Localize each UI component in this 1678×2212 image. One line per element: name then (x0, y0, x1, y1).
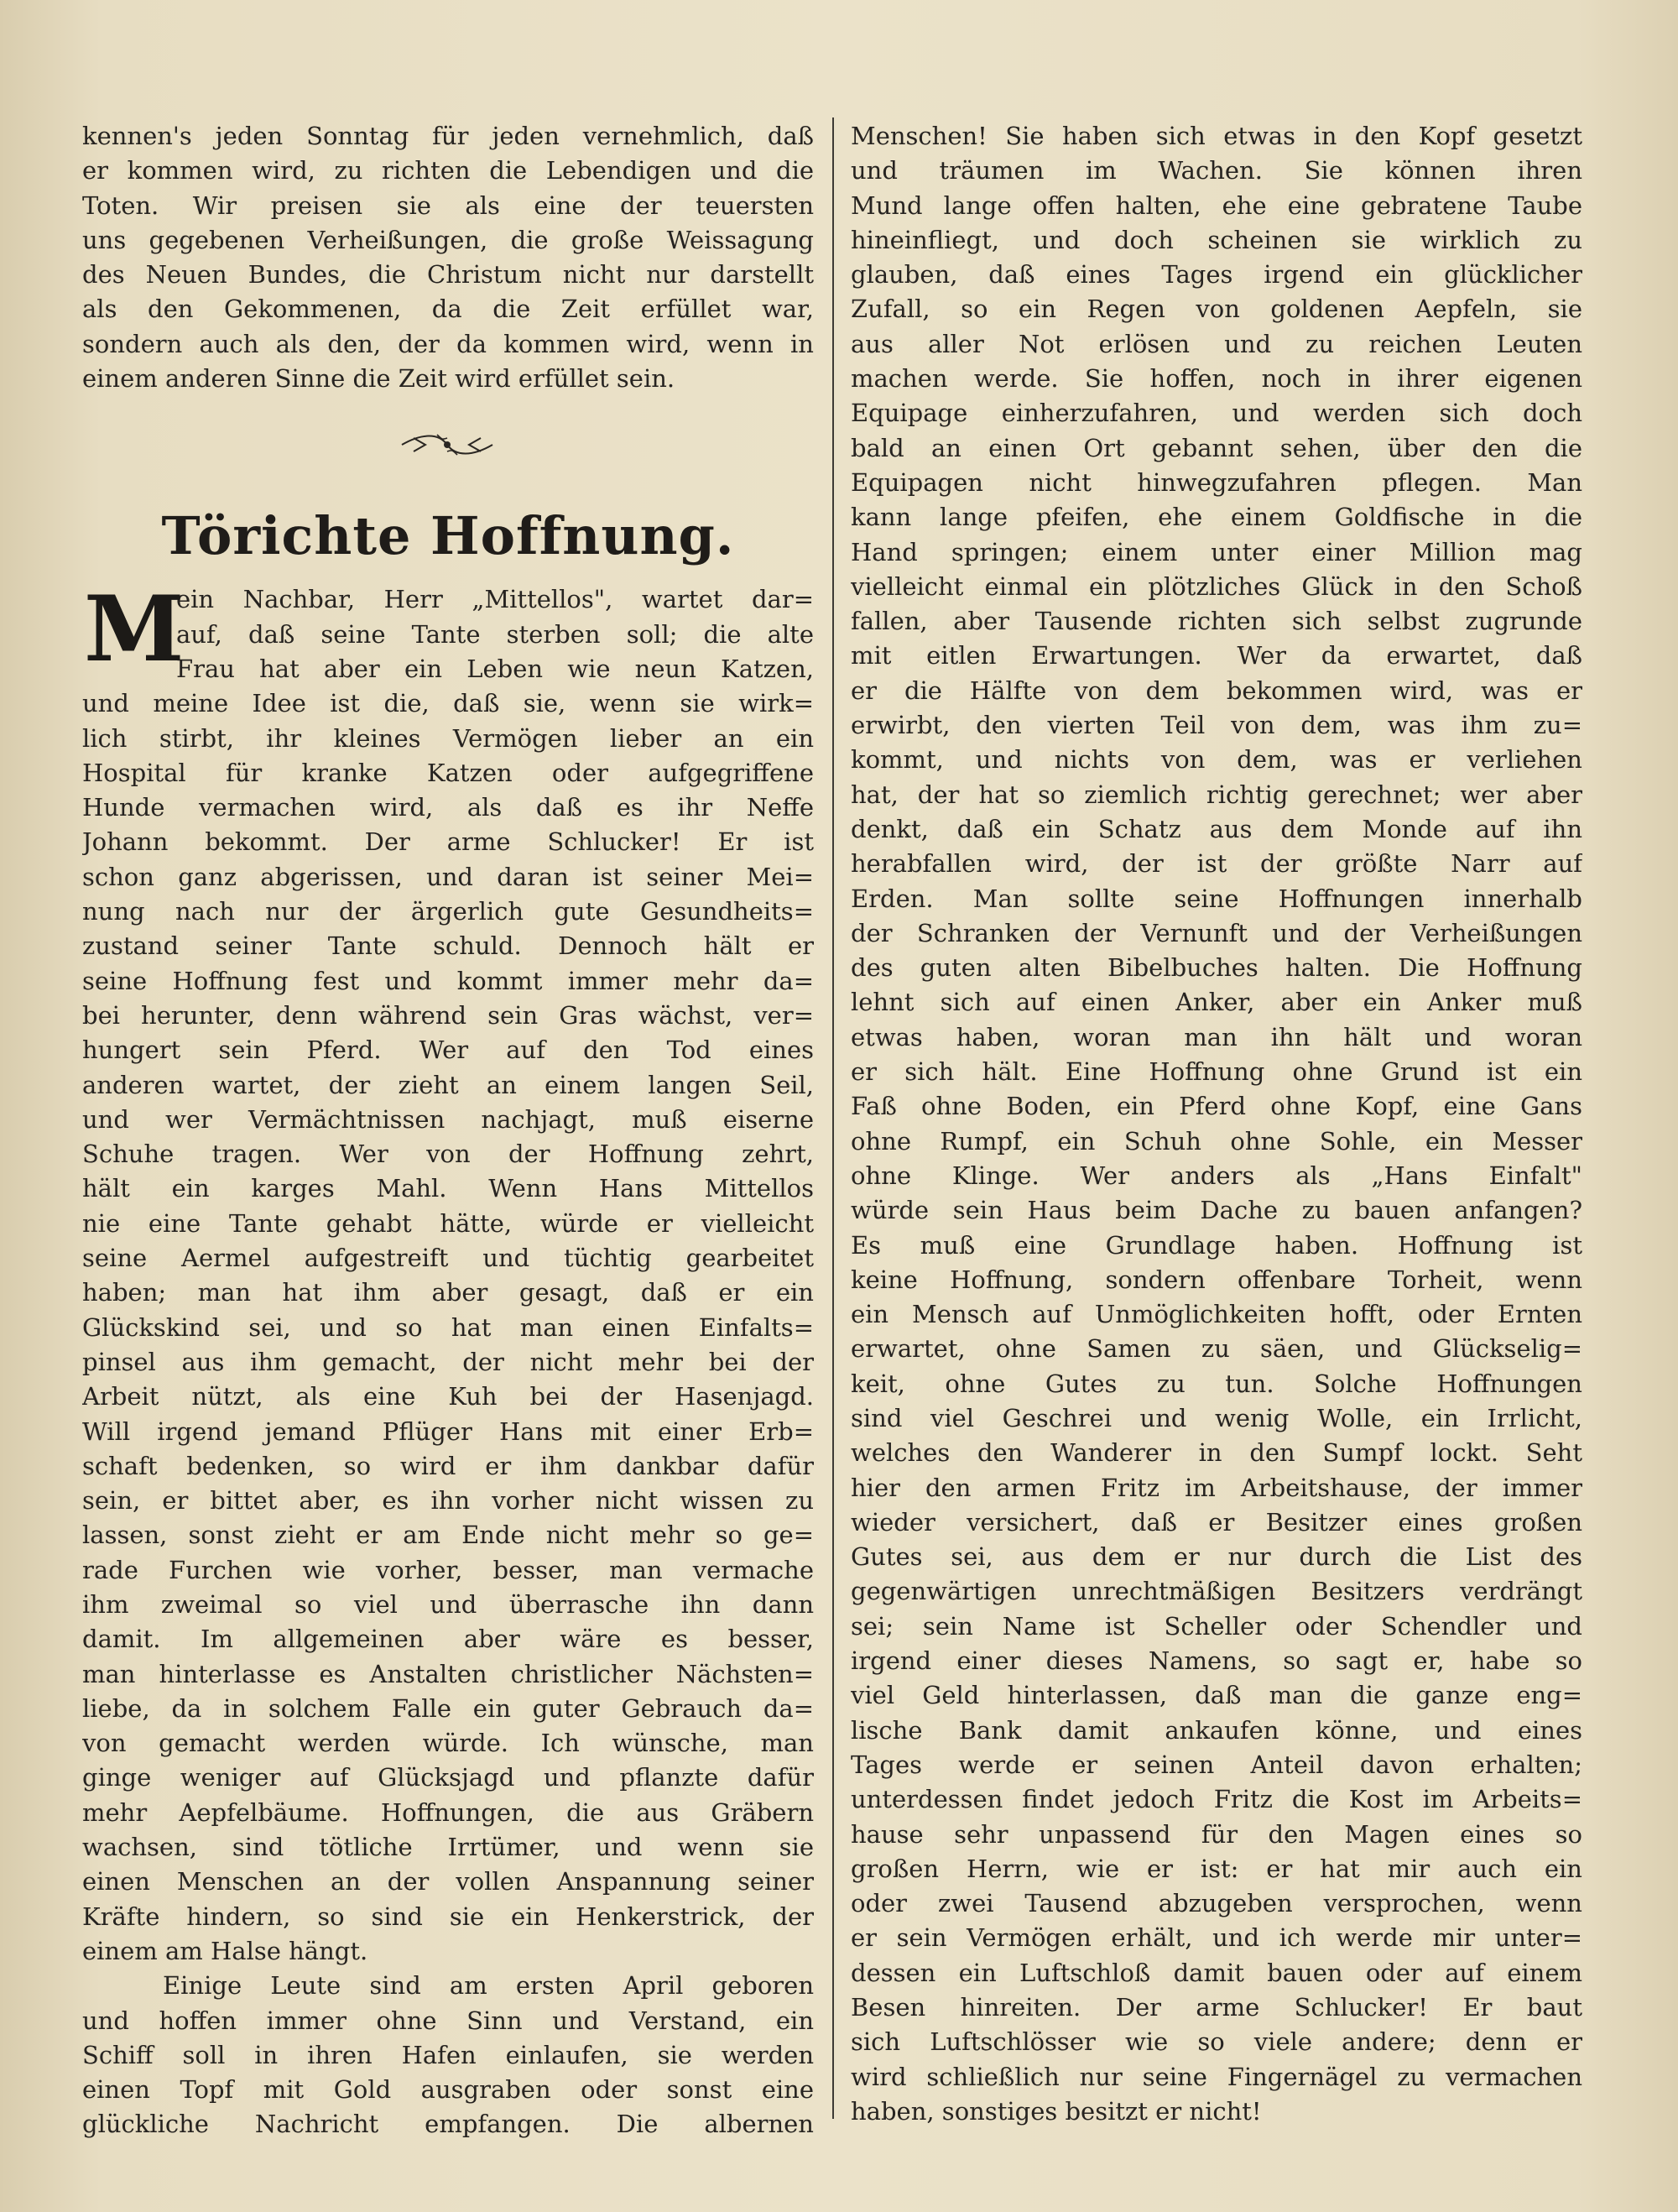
text-line: sein, er bittet aber, es ihn vorher nicht wissen zu (82, 1486, 814, 1516)
text-line: hält ein karges Mahl. Wenn Hans Mittellos (82, 1174, 814, 1203)
text-line: Toten. Wir preisen sie als eine der teuersten (82, 190, 814, 220)
text-line: Zufall, so ein Regen von goldenen Aepfeln, sie (851, 295, 1582, 324)
text-line: Johann bekommt. Der arme Schlucker! Er ist (82, 827, 814, 857)
text-line: und wer Vermächtnissen nachjagt, muß eiserne (82, 1104, 814, 1134)
text-line: haben, sonstiges besitzt er nicht! (851, 2096, 1262, 2126)
text-line: Hand springen; einem unter einer Million mag (851, 537, 1582, 566)
text-line: lassen, sonst zieht er am Ende nicht mehr so ge= (82, 1521, 814, 1550)
text-line: sind viel Geschrei und wenig Wolle, ein Irrlicht, (851, 1403, 1582, 1432)
text-line: oder zwei Tausend abzugeben versprochen, wenn (851, 1889, 1582, 1918)
text-line: als den Gekommenen, da die Zeit erfüllet war, (82, 295, 814, 324)
text-line: schon ganz abgerissen, und daran ist seiner Mei= (82, 862, 814, 891)
text-line: er kommen wird, zu richten die Lebendigen und die (82, 156, 814, 185)
text-line: hineinfliegt, und doch scheinen sie wirklich zu (851, 225, 1582, 254)
text-line: Gutes sei, aus dem er nur durch die List des (851, 1542, 1582, 1572)
text-line: Tages werde er seinen Anteil davon erhalten; (851, 1750, 1582, 1779)
text-line: er sich hält. Eine Hoffnung ohne Grund ist ein (851, 1057, 1582, 1087)
text-line: kennen's jeden Sonntag für jeden vernehmlich, daß (82, 122, 814, 150)
text-line: Hunde vermachen wird, als daß es ihr Neffe (82, 793, 814, 822)
text-line: herabfallen wird, der ist der größte Narr auf (851, 849, 1582, 879)
text-line: denkt, daß ein Schatz aus dem Monde auf ihn (851, 814, 1582, 843)
article-title: Törichte Hoffnung. (161, 505, 735, 567)
text-line: sondern auch als den, der da kommen wird, wenn in (82, 329, 814, 358)
text-line: auf, daß seine Tante sterben soll; die alte (176, 619, 814, 649)
body-paragraph (82, 686, 814, 1969)
text-line: zustand seiner Tante schuld. Dennoch hält er (82, 931, 814, 961)
second-paragraph (82, 1969, 814, 2142)
text-line: würde sein Haus beim Dache zu bauen anfangen? (851, 1196, 1582, 1225)
text-line: ein Nachbar, Herr „Mittellos", wartet dar= (176, 585, 814, 614)
text-line: keine Hoffnung, sondern offenbare Torheit, wenn (851, 1265, 1582, 1294)
text-line: erwartet, ohne Samen zu säen, und Glückselig= (851, 1334, 1582, 1364)
text-line: des Neuen Bundes, die Christum nicht nur darstellt (82, 260, 814, 290)
text-line: schaft bedenken, so wird er ihm dankbar dafür (82, 1451, 814, 1480)
text-line: vielleicht einmal ein plötzliches Glück in den Schoß (851, 571, 1582, 601)
text-line: hier den armen Fritz im Arbeitshause, der immer (851, 1473, 1582, 1502)
text-line: mehr Aepfelbäume. Hoffnungen, die aus Gräbern (82, 1797, 814, 1827)
text-line: lich stirbt, ihr kleines Vermögen lieber an ein (82, 723, 814, 753)
text-line: seine Aermel aufgestreift und tüchtig gearbeitet (82, 1244, 814, 1273)
text-line: dessen ein Luftschloß damit bauen oder auf einem (851, 1958, 1582, 1987)
left-column (82, 119, 814, 2142)
text-line: erwirbt, den vierten Teil von dem, was ihm zu= (851, 711, 1582, 740)
text-line: einem am Halse hängt. (82, 1936, 368, 1965)
text-line: wieder versichert, daß er Besitzer eines großen (851, 1507, 1582, 1536)
text-line: und meine Idee ist die, daß sie, wenn sie wirk= (82, 689, 814, 718)
text-line: Equipage einherzufahren, und werden sich doch (851, 399, 1582, 428)
text-line: hause sehr unpassend für den Magen eines so (851, 1819, 1582, 1849)
text-line: lehnt sich auf einen Anker, aber ein Anker muß (851, 988, 1582, 1017)
text-line: wachsen, sind tötliche Irrtümer, und wenn sie (82, 1833, 814, 1862)
text-line: und träumen im Wachen. Sie können ihren (851, 156, 1582, 185)
text-line: hat, der hat so ziemlich richtig gerechnet; wer aber (851, 780, 1582, 809)
text-line: ginge weniger auf Glücksjagd und pflanzte dafür (82, 1763, 814, 1792)
text-line: Arbeit nützt, als eine Kuh bei der Hasenjagd. (82, 1382, 814, 1411)
right-column (851, 119, 1582, 2129)
text-line: ihm zweimal so viel und überrasche ihn dann (82, 1589, 814, 1619)
text-line: großen Herrn, wie er ist: er hat mir auch ein (851, 1854, 1582, 1883)
text-line: Mund lange offen halten, ehe eine gebratene Taube (851, 190, 1582, 220)
text-line: Kräfte hindern, so sind sie ein Henkerstrick, der (82, 1902, 814, 1931)
text-line: der Schranken der Vernunft und der Verheißungen (851, 918, 1582, 947)
text-line: des guten alten Bibelbuches halten. Die Hoffnung (851, 953, 1582, 983)
text-line: unterdessen findet jedoch Fritz die Kost im Arbeits= (851, 1785, 1582, 1814)
text-line: wird schließlich nur seine Fingernägel zu vermachen (851, 2062, 1582, 2091)
text-line: einem anderen Sinne die Zeit wird erfüllet sein. (82, 364, 675, 394)
text-line: etwas haben, woran man ihn hält und woran (851, 1022, 1582, 1051)
text-line: lische Bank damit ankaufen könne, und eines (851, 1715, 1582, 1745)
text-line: kann lange pfeifen, ehe einem Goldfische in die (851, 503, 1582, 532)
text-line: einen Menschen an der vollen Anspannung seiner (82, 1867, 814, 1896)
text-line: Menschen! Sie haben sich etwas in den Kopf gesetzt (851, 122, 1582, 150)
text-line: Will irgend jemand Pflüger Hans mit einer Erb= (82, 1416, 814, 1446)
text-line: aus aller Not erlösen und zu reichen Leuten (851, 329, 1582, 358)
article-body (82, 576, 814, 2142)
text-line: von gemacht werden würde. Ich wünsche, man (82, 1729, 814, 1758)
text-line: und hoffen immer ohne Sinn und Verstand, ein (82, 2006, 814, 2035)
text-line: Equipagen nicht hinwegzufahren pflegen. Man (851, 467, 1582, 497)
text-line: mit eitlen Erwartungen. Wer da erwartet, daß (851, 641, 1582, 670)
text-line: keit, ohne Gutes zu tun. Solche Hoffnungen (851, 1369, 1582, 1398)
text-line: damit. Im allgemeinen aber wäre es besser, (82, 1625, 814, 1654)
text-line: er die Hälfte von dem bekommen wird, was er (851, 676, 1582, 705)
text-line: hungert sein Pferd. Wer auf den Tod eines (82, 1036, 814, 1065)
text-line: welches den Wanderer in den Sumpf lockt. Seht (851, 1438, 1582, 1468)
text-line: nung nach nur der ärgerlich gute Gesundheits= (82, 897, 814, 926)
text-line: pinsel aus ihm gemacht, der nicht mehr bei der (82, 1347, 814, 1376)
text-line: seine Hoffnung fest und kommt immer mehr da= (82, 966, 814, 995)
text-line: Besen hinreiten. Der arme Schlucker! Er baut (851, 1993, 1582, 2022)
text-line: Hospital für kranke Katzen oder aufgegriffene (82, 758, 814, 787)
text-line: irgend einer dieses Namens, so sagt er, habe so (851, 1646, 1582, 1676)
text-line: kommt, und nichts von dem, was er verliehen (851, 745, 1582, 775)
text-line: Einige Leute sind am ersten April geboren (163, 1971, 814, 2001)
flourish-icon (397, 428, 498, 462)
text-line: anderen wartet, der zieht an einem langen Seil, (82, 1070, 814, 1099)
text-line: uns gegebenen Verheißungen, die große Weissagung (82, 225, 814, 254)
text-line: Schiff soll in ihren Hafen einlaufen, sie werden (82, 2040, 814, 2069)
text-line: Schuhe tragen. Wer von der Hoffnung zehrt, (82, 1140, 814, 1169)
right-column-text (851, 119, 1582, 2129)
text-line: machen werde. Sie hoffen, noch in ihrer eigenen (851, 364, 1582, 394)
text-line: glauben, daß eines Tages irgend ein glücklicher (851, 260, 1582, 290)
text-line: ohne Klinge. Wer anders als „Hans Einfalt" (851, 1161, 1582, 1190)
text-line: haben; man hat ihm aber gesagt, daß er ein (82, 1278, 814, 1307)
text-line: Faß ohne Boden, ein Pferd ohne Kopf, eine Gans (851, 1092, 1582, 1121)
text-line: Erden. Man sollte seine Hoffnungen innerhalb (851, 884, 1582, 913)
dropcap-lines (82, 576, 814, 686)
intro-paragraph (82, 119, 814, 396)
text-line: Frau hat aber ein Leben wie neun Katzen, (176, 654, 814, 683)
text-line: sei; sein Name ist Scheller oder Schendler und (851, 1611, 1582, 1641)
text-line: er sein Vermögen erhält, und ich werde mir unter= (851, 1923, 1582, 1953)
text-line: sich Luftschlösser wie so viele andere; denn er (851, 2027, 1582, 2057)
text-line: Es muß eine Grundlage haben. Hoffnung ist (851, 1230, 1582, 1260)
text-line: gegenwärtigen unrechtmäßigen Besitzers verdrängt (851, 1577, 1582, 1606)
text-line: einen Topf mit Gold ausgraben oder sonst eine (82, 2075, 814, 2105)
text-line: glückliche Nachricht empfangen. Die albernen (82, 2110, 814, 2139)
column-divider (832, 117, 834, 2119)
text-line: fallen, aber Tausende richten sich selbst zugrunde (851, 607, 1582, 636)
text-line: viel Geld hinterlassen, daß man die ganze eng= (851, 1681, 1582, 1710)
text-line: nie eine Tante gehabt hätte, würde er vielleicht (82, 1208, 814, 1238)
text-line: bei herunter, denn während sein Gras wächst, ver= (82, 1000, 814, 1030)
text-line: Glückskind sei, und so hat man einen Einfalts= (82, 1312, 814, 1342)
ornament (82, 396, 814, 490)
text-line: ohne Rumpf, ein Schuh ohne Sohle, ein Messer (851, 1126, 1582, 1156)
text-line: ein Mensch auf Unmöglichkeiten hofft, oder Ernten (851, 1300, 1582, 1329)
text-line: bald an einen Ort gebannt sehen, über den die (851, 433, 1582, 462)
text-line: liebe, da in solchem Falle ein guter Gebrauch da= (82, 1693, 814, 1723)
text-line: rade Furchen wie vorher, besser, man vermache (82, 1555, 814, 1584)
text-line: man hinterlasse es Anstalten christlicher Nächsten= (82, 1659, 814, 1688)
drop-cap: M (84, 576, 185, 683)
